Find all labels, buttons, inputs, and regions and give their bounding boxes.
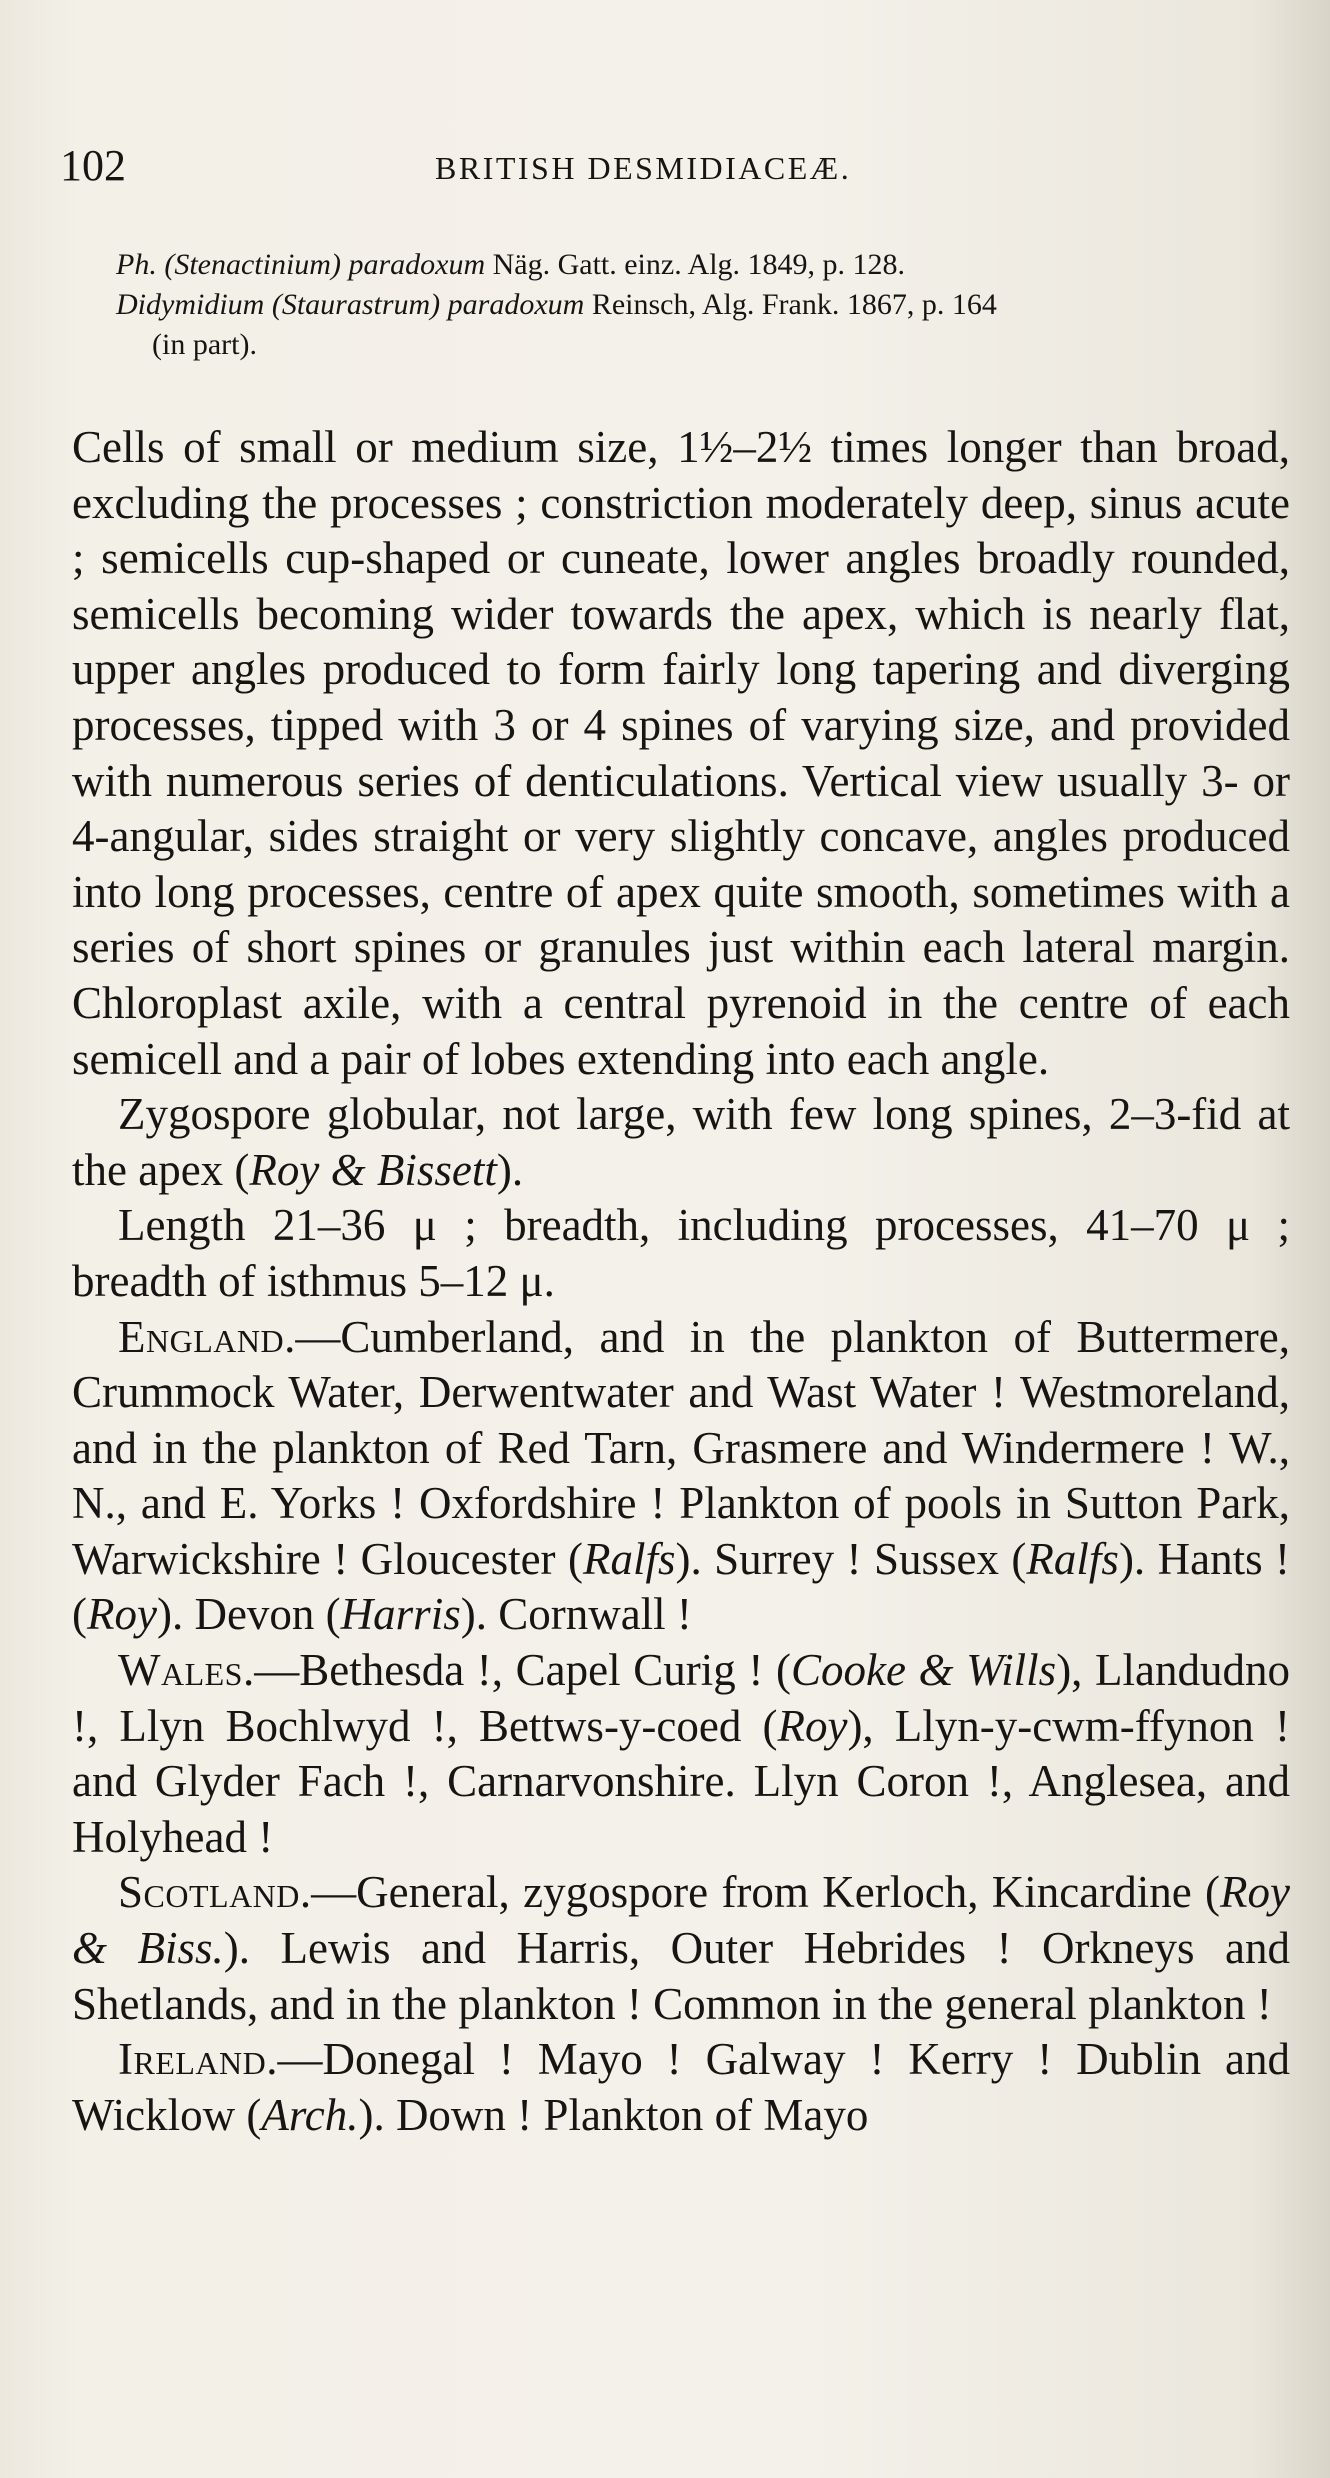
- synonymy-block: [116, 245, 1296, 365]
- region-label: Ireland: [118, 2034, 267, 2085]
- header-title: BRITISH DESMIDIACEÆ.: [435, 150, 852, 186]
- running-head: [60, 136, 1300, 196]
- distribution-wales: Wales.—Bethesda !, Capel Curig ! (Cooke & Wills), Llandudno !, Llyn Bochlwyd !, Bettws-y-coed (Roy), Llyn-y-cwm-ffynon ! and Glyder Fach !, Carnarvonshire. Llyn Coron !, Anglesea, and Holyhead !: [72, 1645, 1291, 1862]
- region-label: Scotland: [118, 1867, 300, 1918]
- region-label: Wales: [118, 1645, 243, 1696]
- synonym-line: (in part).: [152, 328, 257, 361]
- distribution-ireland: Ireland.—Donegal ! Mayo ! Galway ! Kerry ! Dublin and Wicklow (Arch.). Down ! Plankton of Mayo: [72, 2034, 1290, 2140]
- description-paragraph: Cells of small or medium size, 1½–2½ times longer than broad, excluding the processes ; constriction moderately deep, sinus acute ; semicells cup-shaped or cuneate, lower angles broadly rounded, semicells becoming wider towards the apex, which is nearly flat, upper angles produced to form fairly long tapering and diverging processes, tipped with 3 or 4 spines of varying size, and provided with numerous series of denticulations. Vertical view usually 3- or 4-angular, sides straight or very slightly concave, angles produced into long processes, centre of apex quite smooth, sometimes with a series of short spines or granules just within each lateral margin. Chloroplast axile, with a central pyrenoid in the centre of each semicell and a pair of lobes extending into each angle.: [72, 422, 1290, 1084]
- distribution-england: England.—Cumberland, and in the plankton of Buttermere, Crummock Water, Derwentwater and Wast Water ! Westmoreland, and in the plankton of Red Tarn, Grasmere and Windermere ! W., N., and E. Yorks ! Oxfordshire ! Plankton of pools in Sutton Park, Warwickshire ! Gloucester (Ralfs). Surrey ! Sussex (Ralfs). Hants ! (Roy). Devon (Harris). Cornwall !: [72, 1311, 1291, 1640]
- zygospore-paragraph: Zygospore globular, not large, with few long spines, 2–3-fid at the apex (Roy & Bissett).: [72, 1089, 1290, 1195]
- page-number: 102: [60, 141, 126, 190]
- distribution-scotland: Scotland.—General, zygospore from Kerloch, Kincardine (Roy & Biss.). Lewis and Harris, Outer Hebrides ! Orkneys and Shetlands, and in the plankton ! Common in the general plankton !: [72, 1867, 1290, 2029]
- dimensions-paragraph: Length 21–36 μ ; breadth, including processes, 41–70 μ ; breadth of isthmus 5–12 μ.: [72, 1200, 1290, 1306]
- species-body: [72, 420, 1290, 2143]
- synonym-line: Didymidium (Staurastrum) paradoxum Reinsch, Alg. Frank. 1867, p. 164: [116, 288, 997, 321]
- region-label: England: [118, 1311, 285, 1362]
- synonym-line: Ph. (Stenactinium) paradoxum Näg. Gatt. einz. Alg. 1849, p. 128.: [116, 248, 906, 281]
